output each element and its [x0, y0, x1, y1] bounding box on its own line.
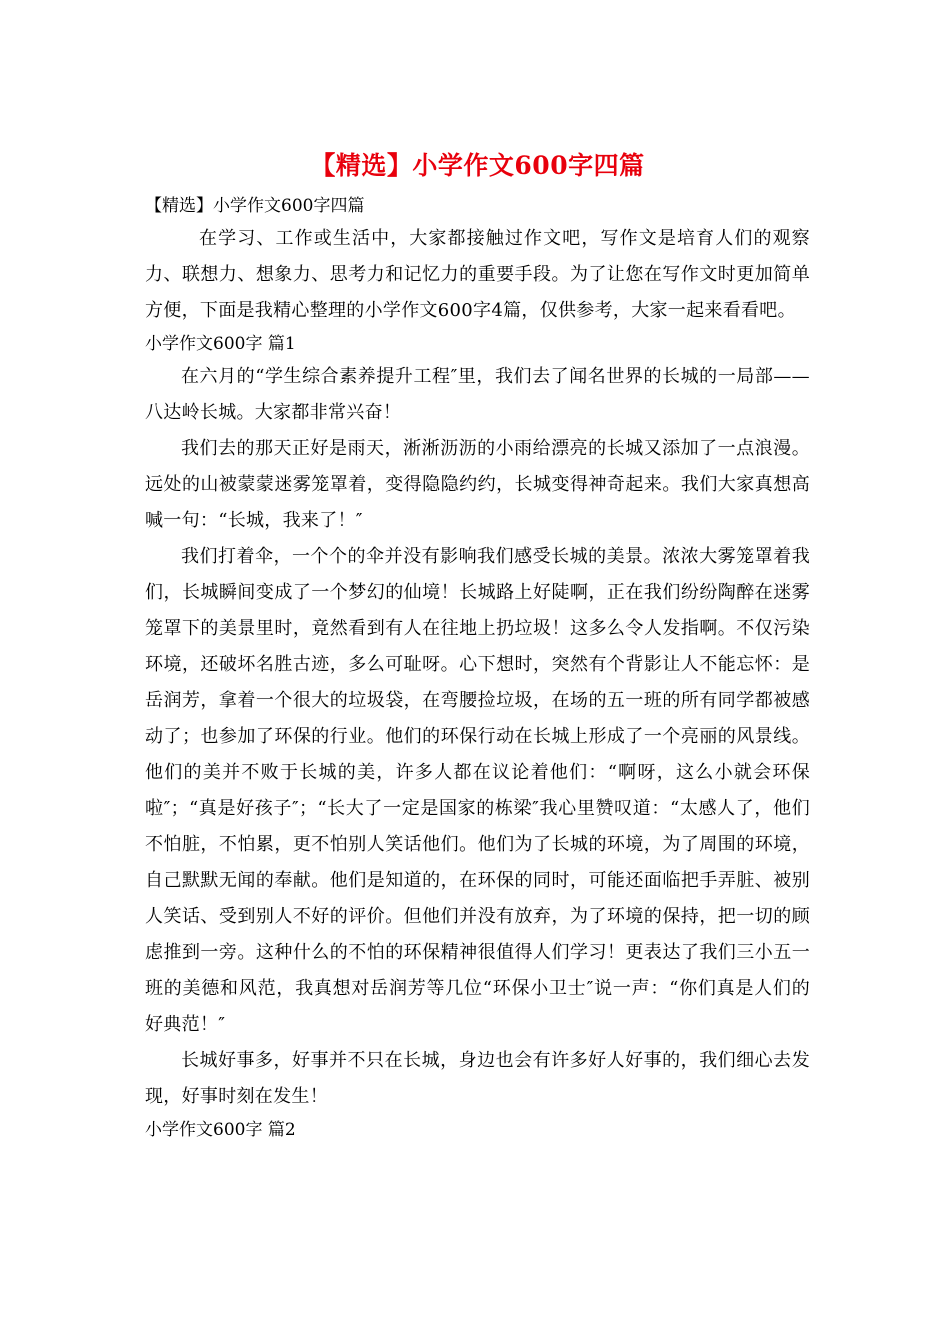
document-subtitle: 【精选】小学作文600字四篇 — [145, 196, 365, 216]
section-heading-2: 小学作文600字 篇2 — [145, 1120, 296, 1140]
intro-paragraph: 在学习、工作或生活中，大家都接触过作文吧，写作文是培育人们的观察力、联想力、想象力、思考力和记忆力的重要手段。为了让您在写作文时更加简单方便，下面是我精心整理的小学作文600字4篇，仅供参考，大家一起来看看吧。 — [145, 228, 810, 321]
section1-paragraph: 长城好事多，好事并不只在长城，身边也会有许多好人好事的，我们细心去发现，好事时刻在发生！ — [145, 1050, 810, 1107]
section1-paragraph: 我们去的那天正好是雨天，淅淅沥沥的小雨给漂亮的长城又添加了一点浪漫。远处的山被蒙蒙迷雾笼罩着，变得隐隐约约，长城变得神奇起来。我们大家真想高喊一句：“长城，我来了！″ — [145, 438, 810, 531]
section-heading-1: 小学作文600字 篇1 — [145, 334, 296, 354]
section1-paragraph: 我们打着伞，一个个的伞并没有影响我们感受长城的美景。浓浓大雾笼罩着我们，长城瞬间变成了一个梦幻的仙境！长城路上好陡啊，正在我们纷纷陶醉在迷雾笼罩下的美景里时，竟然看到有人在往地上扔垃圾！这多么令人发指啊。不仅污染环境，还破坏名胜古迹，多么可耻呀。心下想时，突然有个背影让人不能忘怀：是岳润芳，拿着一个很大的垃圾袋，在弯腰捡垃圾，在场的五一班的所有同学都被感动了；也参加了环保的行业。他们的环保行动在长城上形成了一个亮丽的风景线。他们的美并不败于长城的美，许多人都在议论着他们：“啊呀，这么小就会环保啦″；“真是好孩子″；“长大了一定是国家的栋梁″我心里赞叹道：“太感人了，他们不怕脏，不怕累，更不怕别人笑话他们。他们为了长城的环境，为了周围的环境，自己默默无闻的奉献。他们是知道的，在环保的同时，可能还面临把手弄脏、被别人笑话、受到别人不好的评价。但他们并没有放弃，为了环境的保持，把一切的顾虑推到一旁。这种什么的不怕的环保精神很值得人们学习！更表达了我们三小五一班的美德和风范，我真想对岳润芳等几位“环保小卫士″说一声：“你们真是人们的好典范！″ — [145, 546, 810, 1035]
section1-paragraph: 在六月的“学生综合素养提升工程″里，我们去了闻名世界的长城的一局部——八达岭长城。大家都非常兴奋！ — [145, 366, 810, 423]
document-title: 【精选】小学作文600字四篇 — [310, 151, 645, 180]
